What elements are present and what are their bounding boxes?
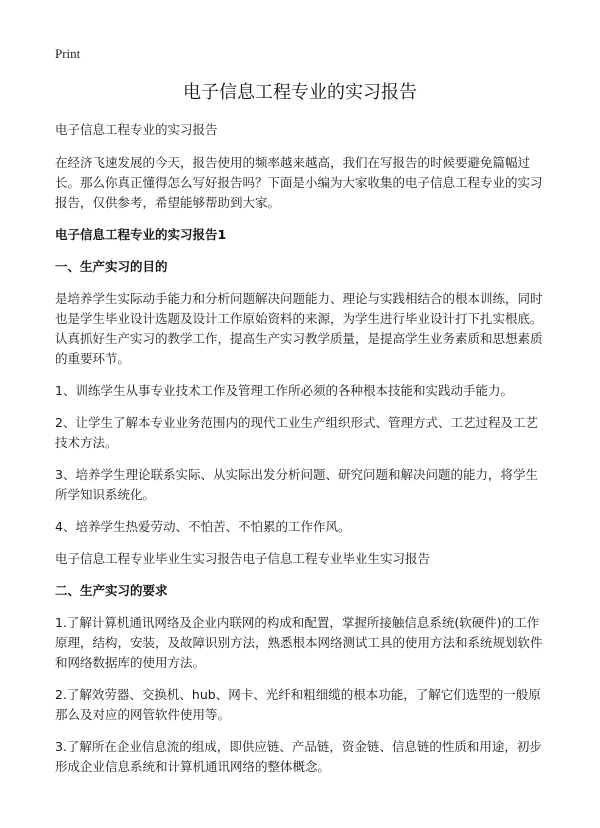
page-title: 电子信息工程专业的实习报告 [183,82,417,103]
requirement-item-3: 3.了解所在企业信息流的组成，即供应链、产品链，资金链、信息链的性质和用途，初步形成企业信息系统和计算机通讯网络的整体概念。 [55,739,542,774]
document-subtitle: 电子信息工程专业的实习报告 [55,122,218,137]
document-body [55,120,550,789]
related-report-line: 电子信息工程专业毕业生实习报告电子信息工程专业毕业生实习报告 [55,551,431,566]
section-heading-purpose: 一、生产实习的目的 [55,259,168,274]
requirement-item-1: 1.了解计算机通讯网络及企业内联网的构成和配置，掌握所接触信息系统(软硬件)的工作原理，结构，安装，及故障识别方法，熟悉根本网络测试工具的使用方法和系统规划软件和网络数据库的使用方法。 [55,615,543,670]
intro-paragraph: 在经济飞速发展的今天，报告使用的频率越来越高，我们在写报告的时候要避免篇幅过长。那么你真正懂得怎么写好报告吗？下面是小编为大家收集的电子信息工程专业的实习报告，仅供参考，希望能够帮助到大家。 [55,155,543,210]
goal-item-2: 2、让学生了解本专业业务范围内的现代工业生产组织形式、管理方式、工艺过程及工艺技术方法。 [55,415,538,450]
purpose-paragraph: 是培养学生实际动手能力和分析问题解决问题能力、理论与实践相结合的根本训练，同时也是学生毕业设计选题及设计工作原始资料的来源，为学生进行毕业设计打下扎实根底。认真抓好生产实习的教学工作，提高生产实习教学质量，是提高学生业务素质和思想素质的重要环节。 [55,291,543,366]
goal-item-1: 1、训练学生从事专业技术工作及管理工作所必须的各种根本技能和实践动手能力。 [55,383,513,398]
goal-item-4: 4、培养学生热爱劳动、不怕苦、不怕累的工作作风。 [55,519,351,534]
goal-item-3: 3、培养学生理论联系实际、从实际出发分析问题、研究问题和解决问题的能力，将学生所学知识系统化。 [55,467,538,502]
report-heading: 电子信息工程专业的实习报告1 [55,227,227,242]
print-link[interactable]: Print [55,46,81,61]
section-heading-requirements: 二、生产实习的要求 [55,583,168,598]
requirement-item-2: 2.了解效劳器、交换机、hub、网卡、光纤和粗细缆的根本功能，了解它们选型的一般原那么及对应的网管软件使用等。 [55,687,541,722]
